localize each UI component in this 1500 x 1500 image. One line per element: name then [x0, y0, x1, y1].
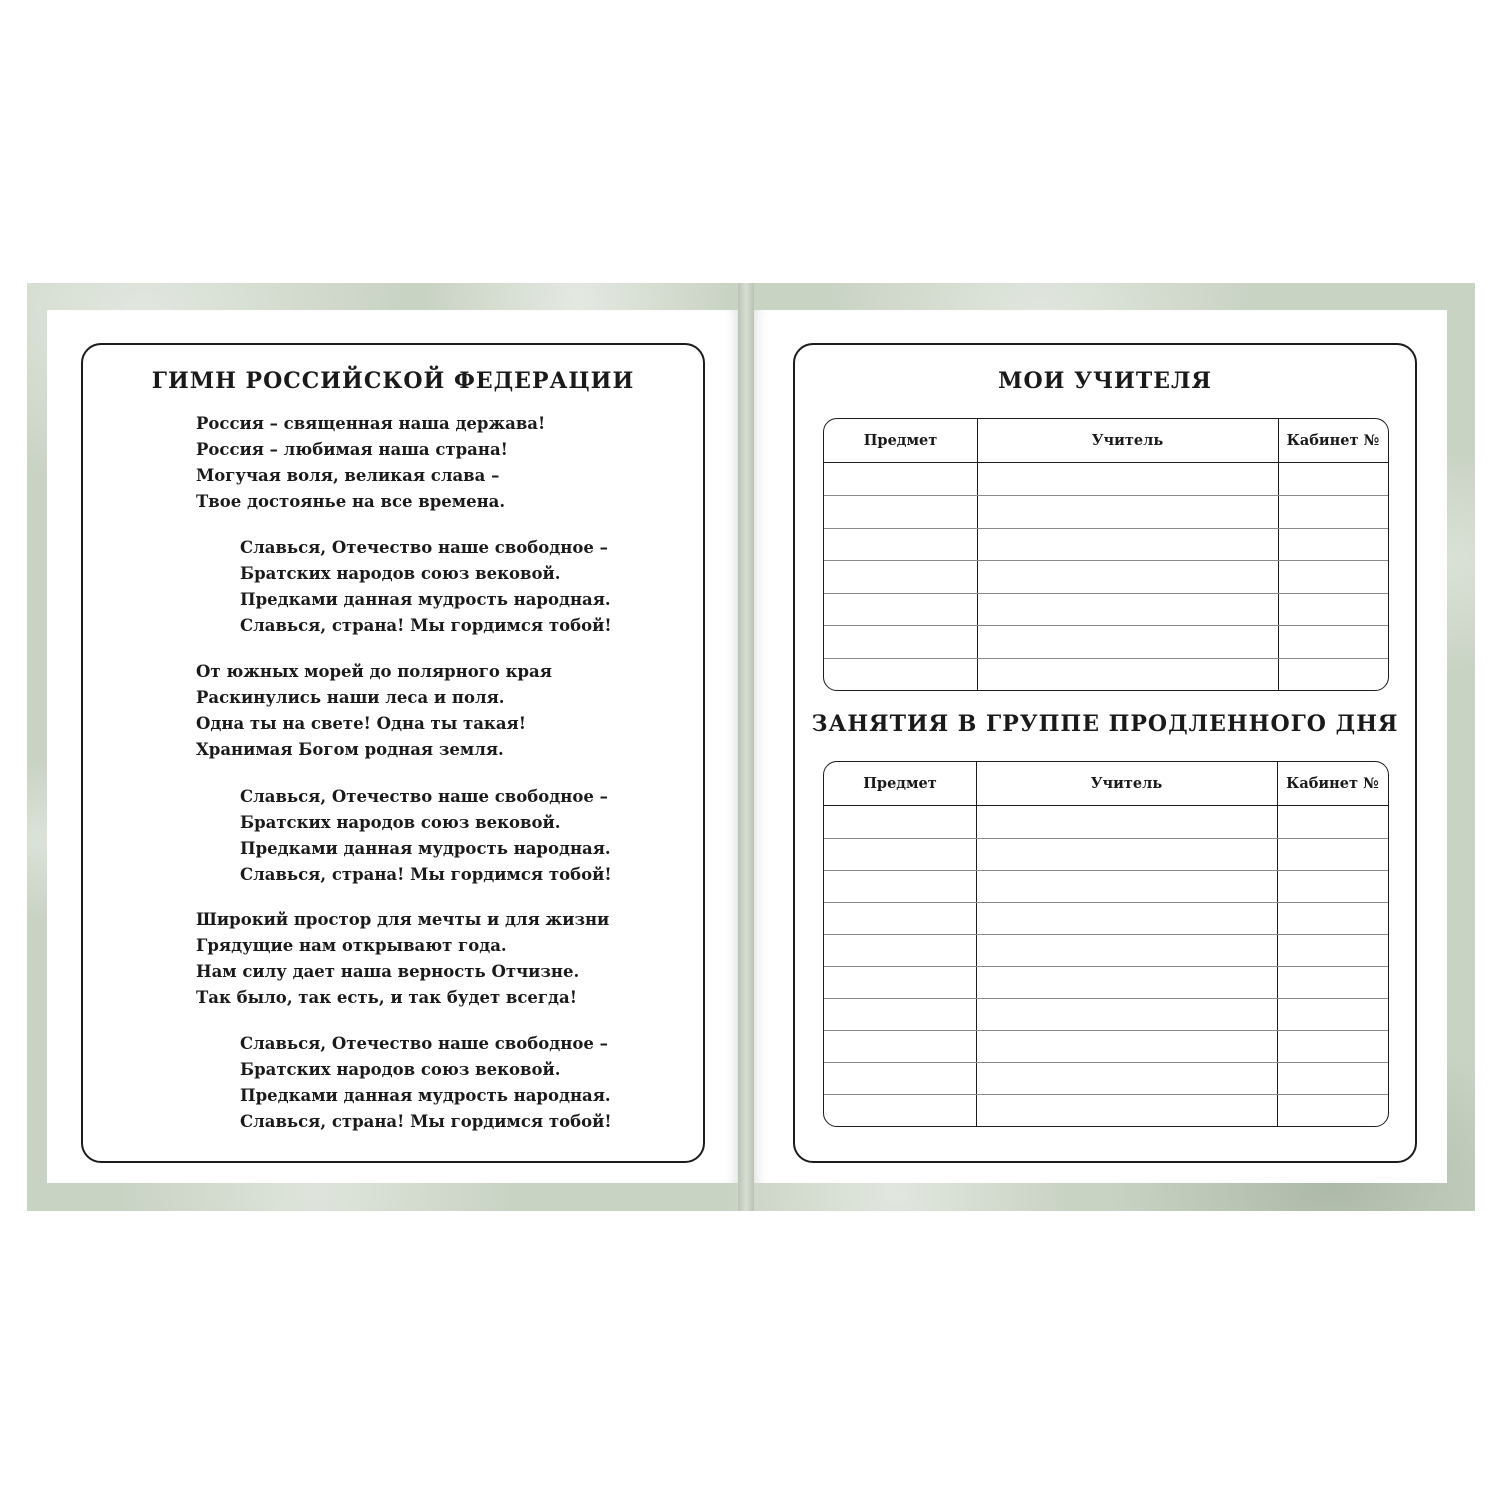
verse-line: Раскинулись наши леса и поля. — [196, 688, 505, 707]
verse-line: Могучая воля, великая слава – — [196, 466, 500, 485]
table-row-divider — [824, 966, 1388, 967]
table-row-divider — [824, 902, 1388, 903]
teachers-table — [823, 418, 1389, 691]
verse-line: Предками данная мудрость народная. — [240, 590, 611, 609]
verse-line: Так было, так есть, и так будет всегда! — [196, 988, 577, 1007]
verse-line: Широкий простор для мечты и для жизни — [196, 910, 610, 929]
verse-line: Одна ты на свете! Одна ты такая! — [196, 714, 526, 733]
verse-line: Славься, страна! Мы гордимся тобой! — [240, 616, 612, 635]
verse-line: Россия – священная наша держава! — [196, 414, 546, 433]
table-row-divider — [824, 625, 1388, 626]
verse-line: Братских народов союз вековой. — [240, 564, 561, 583]
column-divider — [1277, 762, 1278, 1126]
column-divider — [976, 762, 977, 1126]
column-divider — [1278, 419, 1279, 690]
column-divider — [977, 419, 978, 690]
teachers-title: МОИ УЧИТЕЛЯ — [998, 368, 1212, 394]
verse-line: Братских народов союз вековой. — [240, 813, 561, 832]
table-row-divider — [824, 934, 1388, 935]
extended-day-table — [823, 761, 1389, 1127]
anthem-chorus — [240, 1031, 612, 1135]
extended-day-title: ЗАНЯТИЯ В ГРУППЕ ПРОДЛЕННОГО ДНЯ — [811, 711, 1399, 737]
table-row-divider — [824, 870, 1388, 871]
anthem-verse — [196, 907, 609, 1011]
verse-line: Твое достоянье на все времена. — [196, 492, 506, 511]
column-header-room: Кабинет № — [1286, 775, 1379, 792]
verse-line: Славься, страна! Мы гордимся тобой! — [240, 1112, 612, 1131]
table-row-divider — [824, 1062, 1388, 1063]
column-header-subject: Предмет — [863, 432, 938, 449]
header-divider — [824, 805, 1388, 806]
anthem-chorus — [240, 535, 612, 639]
notebook-spine — [738, 283, 754, 1211]
table-row-divider — [824, 838, 1388, 839]
verse-line: Славься, Отечество наше свободное – — [240, 538, 608, 557]
anthem-title: ГИМН РОССИЙСКОЙ ФЕДЕРАЦИИ — [151, 368, 635, 394]
anthem-verse — [196, 411, 545, 515]
verse-line: Славься, Отечество наше свободное – — [240, 787, 608, 806]
table-row-divider — [824, 593, 1388, 594]
table-row-divider — [824, 560, 1388, 561]
verse-line: Россия – любимая наша страна! — [196, 440, 508, 459]
verse-line: Славься, Отечество наше свободное – — [240, 1034, 608, 1053]
verse-line: Грядущие нам открывают года. — [196, 936, 507, 955]
table-row-divider — [824, 495, 1388, 496]
anthem-chorus — [240, 784, 612, 888]
table-row-divider — [824, 998, 1388, 999]
verse-line: Предками данная мудрость народная. — [240, 839, 611, 858]
verse-line: Хранимая Богом родная земля. — [196, 740, 504, 759]
verse-line: Славься, страна! Мы гордимся тобой! — [240, 865, 612, 884]
anthem-verse — [196, 659, 552, 763]
verse-line: От южных морей до полярного края — [196, 662, 552, 681]
verse-line: Братских народов союз вековой. — [240, 1060, 561, 1079]
column-header-subject: Предмет — [863, 775, 937, 792]
verse-line: Предками данная мудрость народная. — [240, 1086, 611, 1105]
column-header-teacher: Учитель — [1091, 432, 1164, 449]
table-row-divider — [824, 1094, 1388, 1095]
table-row-divider — [824, 1030, 1388, 1031]
header-divider — [824, 462, 1388, 463]
verse-line: Нам силу дает наша верность Отчизне. — [196, 962, 580, 981]
table-row-divider — [824, 528, 1388, 529]
column-header-teacher: Учитель — [1090, 775, 1163, 792]
table-row-divider — [824, 658, 1388, 659]
column-header-room: Кабинет № — [1286, 432, 1380, 449]
